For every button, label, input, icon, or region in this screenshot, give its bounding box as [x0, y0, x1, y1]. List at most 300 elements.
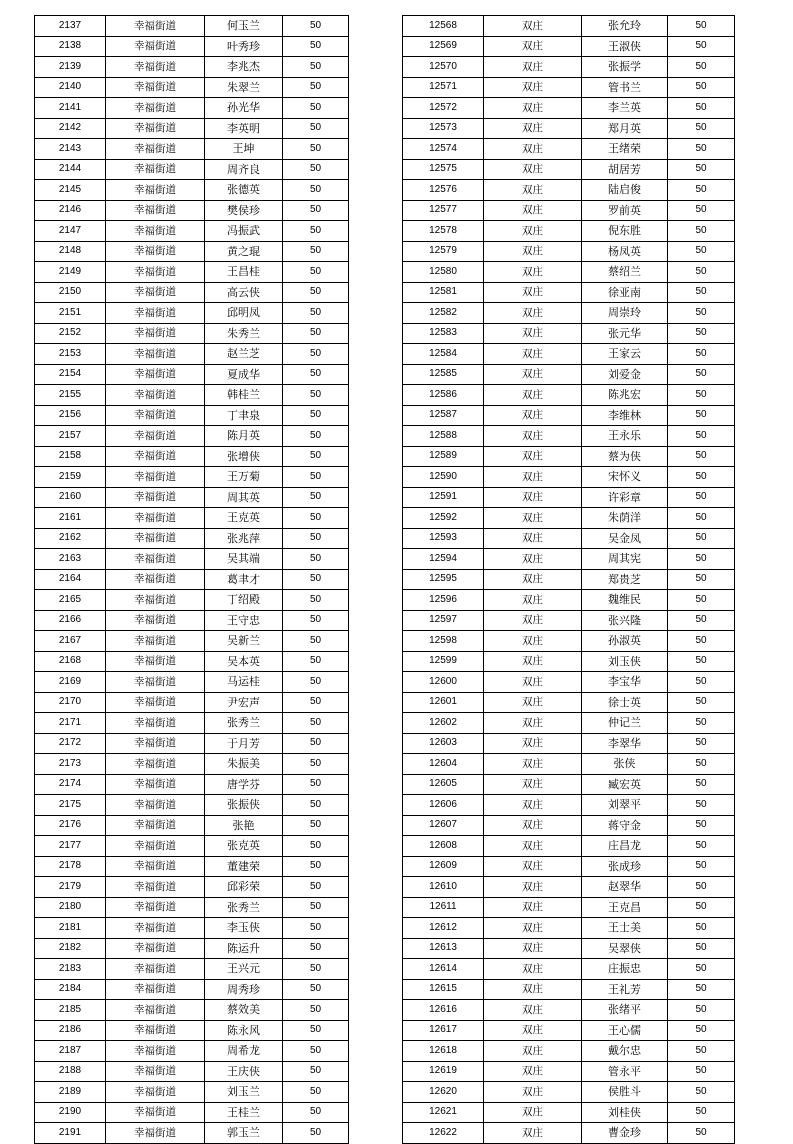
district-cell: 幸福街道	[106, 897, 205, 918]
amount-cell: 50	[668, 487, 735, 508]
table-row	[35, 815, 349, 836]
amount-cell: 50	[283, 754, 349, 775]
amount-cell: 50	[668, 938, 735, 959]
person-name-cell: 王心儒	[582, 1020, 668, 1041]
district-cell: 幸福街道	[106, 938, 205, 959]
record-number-cell: 12607	[403, 815, 484, 836]
district-cell: 幸福街道	[106, 651, 205, 672]
amount-cell: 50	[668, 385, 735, 406]
district-cell: 双庄	[484, 754, 582, 775]
record-number-cell: 12589	[403, 446, 484, 467]
person-name-cell: 许彩章	[582, 487, 668, 508]
table-row	[403, 16, 735, 37]
person-name-cell: 臧宏英	[582, 774, 668, 795]
table-row	[403, 918, 735, 939]
person-name-cell: 郭玉兰	[205, 1123, 283, 1144]
table-row	[403, 1000, 735, 1021]
district-cell: 双庄	[484, 221, 582, 242]
record-number-cell: 2167	[35, 631, 106, 652]
record-number-cell: 2184	[35, 979, 106, 1000]
amount-cell: 50	[283, 795, 349, 816]
district-cell: 双庄	[484, 569, 582, 590]
table-row	[403, 508, 735, 529]
district-cell: 幸福街道	[106, 1061, 205, 1082]
table-row	[403, 118, 735, 139]
record-number-cell: 12590	[403, 467, 484, 488]
record-number-cell: 12597	[403, 610, 484, 631]
record-number-cell: 2171	[35, 713, 106, 734]
table-row	[35, 118, 349, 139]
table-row	[35, 836, 349, 857]
person-name-cell: 周希龙	[205, 1041, 283, 1062]
district-cell: 幸福街道	[106, 672, 205, 693]
amount-cell: 50	[668, 549, 735, 570]
district-cell: 双庄	[484, 467, 582, 488]
amount-cell: 50	[668, 795, 735, 816]
amount-cell: 50	[283, 1123, 349, 1144]
amount-cell: 50	[283, 36, 349, 57]
person-name-cell: 马运桂	[205, 672, 283, 693]
record-number-cell: 2173	[35, 754, 106, 775]
district-cell: 幸福街道	[106, 1123, 205, 1144]
person-name-cell: 庄昌龙	[582, 836, 668, 857]
person-name-cell: 张成珍	[582, 856, 668, 877]
amount-cell: 50	[668, 713, 735, 734]
person-name-cell: 张允玲	[582, 16, 668, 37]
person-name-cell: 罗前英	[582, 200, 668, 221]
person-name-cell: 樊侯珍	[205, 200, 283, 221]
amount-cell: 50	[668, 1000, 735, 1021]
district-cell: 双庄	[484, 405, 582, 426]
person-name-cell: 李宝华	[582, 672, 668, 693]
record-number-cell: 2140	[35, 77, 106, 98]
person-name-cell: 李维林	[582, 405, 668, 426]
amount-cell: 50	[668, 672, 735, 693]
record-number-cell: 2146	[35, 200, 106, 221]
person-name-cell: 朱荫洋	[582, 508, 668, 529]
person-name-cell: 张秀兰	[205, 897, 283, 918]
record-number-cell: 2160	[35, 487, 106, 508]
person-name-cell: 张侠	[582, 754, 668, 775]
person-name-cell: 唐学芬	[205, 774, 283, 795]
person-name-cell: 陈永风	[205, 1020, 283, 1041]
table-row	[403, 323, 735, 344]
record-number-cell: 2175	[35, 795, 106, 816]
district-cell: 双庄	[484, 57, 582, 78]
amount-cell: 50	[283, 651, 349, 672]
record-number-cell: 2168	[35, 651, 106, 672]
amount-cell: 50	[283, 159, 349, 180]
table-row	[403, 385, 735, 406]
person-name-cell: 孙淑英	[582, 631, 668, 652]
record-number-cell: 12573	[403, 118, 484, 139]
district-cell: 双庄	[484, 77, 582, 98]
record-number-cell: 2187	[35, 1041, 106, 1062]
district-cell: 幸福街道	[106, 713, 205, 734]
table-row	[403, 180, 735, 201]
table-row	[35, 651, 349, 672]
person-name-cell: 吴本英	[205, 651, 283, 672]
district-cell: 幸福街道	[106, 754, 205, 775]
district-cell: 双庄	[484, 1041, 582, 1062]
table-row	[35, 446, 349, 467]
person-name-cell: 曹金珍	[582, 1123, 668, 1144]
amount-cell: 50	[283, 877, 349, 898]
table-row	[35, 774, 349, 795]
table-row	[35, 1000, 349, 1021]
district-cell: 幸福街道	[106, 344, 205, 365]
district-cell: 双庄	[484, 426, 582, 447]
district-cell: 幸福街道	[106, 774, 205, 795]
record-number-cell: 12605	[403, 774, 484, 795]
district-cell: 双庄	[484, 713, 582, 734]
district-cell: 双庄	[484, 1020, 582, 1041]
district-cell: 双庄	[484, 241, 582, 262]
record-number-cell: 12598	[403, 631, 484, 652]
record-number-cell: 12604	[403, 754, 484, 775]
record-number-cell: 12583	[403, 323, 484, 344]
amount-cell: 50	[283, 918, 349, 939]
record-number-cell: 12611	[403, 897, 484, 918]
record-number-cell: 12614	[403, 959, 484, 980]
amount-cell: 50	[668, 262, 735, 283]
person-name-cell: 葛聿才	[205, 569, 283, 590]
person-name-cell: 胡居芳	[582, 159, 668, 180]
amount-cell: 50	[668, 754, 735, 775]
district-cell: 幸福街道	[106, 549, 205, 570]
district-cell: 幸福街道	[106, 733, 205, 754]
person-name-cell: 郑贵芝	[582, 569, 668, 590]
amount-cell: 50	[668, 426, 735, 447]
person-name-cell: 杨凤英	[582, 241, 668, 262]
table-row	[35, 1082, 349, 1103]
record-number-cell: 2189	[35, 1082, 106, 1103]
person-name-cell: 李英明	[205, 118, 283, 139]
record-number-cell: 2180	[35, 897, 106, 918]
amount-cell: 50	[283, 610, 349, 631]
record-number-cell: 12575	[403, 159, 484, 180]
person-name-cell: 王昌桂	[205, 262, 283, 283]
district-cell: 双庄	[484, 36, 582, 57]
district-cell: 双庄	[484, 610, 582, 631]
record-number-cell: 12622	[403, 1123, 484, 1144]
table-row	[403, 1123, 735, 1144]
district-cell: 幸福街道	[106, 692, 205, 713]
record-number-cell: 2182	[35, 938, 106, 959]
record-number-cell: 12618	[403, 1041, 484, 1062]
record-number-cell: 12606	[403, 795, 484, 816]
person-name-cell: 吴金凤	[582, 528, 668, 549]
record-number-cell: 2172	[35, 733, 106, 754]
record-number-cell: 12577	[403, 200, 484, 221]
district-cell: 双庄	[484, 344, 582, 365]
table-row	[403, 651, 735, 672]
table-row	[35, 610, 349, 631]
person-name-cell: 管永平	[582, 1061, 668, 1082]
person-name-cell: 王永乐	[582, 426, 668, 447]
district-cell: 双庄	[484, 979, 582, 1000]
person-name-cell: 王绪荣	[582, 139, 668, 160]
person-name-cell: 徐士英	[582, 692, 668, 713]
record-number-cell: 12600	[403, 672, 484, 693]
person-name-cell: 王克昌	[582, 897, 668, 918]
table-row	[403, 774, 735, 795]
person-name-cell: 蒋守金	[582, 815, 668, 836]
record-number-cell: 2181	[35, 918, 106, 939]
district-cell: 幸福街道	[106, 959, 205, 980]
amount-cell: 50	[668, 200, 735, 221]
left-roster-table	[34, 15, 349, 1144]
record-number-cell: 12569	[403, 36, 484, 57]
table-row	[35, 938, 349, 959]
amount-cell: 50	[283, 569, 349, 590]
amount-cell: 50	[668, 77, 735, 98]
table-row	[403, 959, 735, 980]
district-cell: 双庄	[484, 733, 582, 754]
district-cell: 幸福街道	[106, 221, 205, 242]
record-number-cell: 2164	[35, 569, 106, 590]
district-cell: 双庄	[484, 159, 582, 180]
district-cell: 幸福街道	[106, 200, 205, 221]
person-name-cell: 李兆杰	[205, 57, 283, 78]
person-name-cell: 董建荣	[205, 856, 283, 877]
person-name-cell: 于月芳	[205, 733, 283, 754]
record-number-cell: 2188	[35, 1061, 106, 1082]
table-row	[403, 1102, 735, 1123]
table-row	[35, 200, 349, 221]
record-number-cell: 2169	[35, 672, 106, 693]
amount-cell: 50	[283, 1082, 349, 1103]
person-name-cell: 高云侠	[205, 282, 283, 303]
record-number-cell: 2159	[35, 467, 106, 488]
person-name-cell: 赵兰芝	[205, 344, 283, 365]
table-row	[35, 426, 349, 447]
table-row	[35, 692, 349, 713]
table-row	[403, 528, 735, 549]
record-number-cell: 12601	[403, 692, 484, 713]
table-row	[35, 590, 349, 611]
table-row	[35, 282, 349, 303]
person-name-cell: 王庆侠	[205, 1061, 283, 1082]
amount-cell: 50	[668, 528, 735, 549]
table-row	[35, 364, 349, 385]
amount-cell: 50	[283, 180, 349, 201]
record-number-cell: 12616	[403, 1000, 484, 1021]
amount-cell: 50	[668, 405, 735, 426]
record-number-cell: 12594	[403, 549, 484, 570]
record-number-cell: 12608	[403, 836, 484, 857]
record-number-cell: 2141	[35, 98, 106, 119]
district-cell: 幸福街道	[106, 36, 205, 57]
district-cell: 双庄	[484, 262, 582, 283]
district-cell: 幸福街道	[106, 467, 205, 488]
table-row	[35, 385, 349, 406]
district-cell: 幸福街道	[106, 57, 205, 78]
amount-cell: 50	[283, 549, 349, 570]
district-cell: 双庄	[484, 795, 582, 816]
district-cell: 幸福街道	[106, 1020, 205, 1041]
district-cell: 幸福街道	[106, 262, 205, 283]
person-name-cell: 何玉兰	[205, 16, 283, 37]
record-number-cell: 12576	[403, 180, 484, 201]
district-cell: 双庄	[484, 1102, 582, 1123]
record-number-cell: 12572	[403, 98, 484, 119]
district-cell: 幸福街道	[106, 795, 205, 816]
amount-cell: 50	[283, 856, 349, 877]
table-row	[403, 282, 735, 303]
record-number-cell: 2152	[35, 323, 106, 344]
table-row	[35, 549, 349, 570]
person-name-cell: 刘爱金	[582, 364, 668, 385]
person-name-cell: 张绪平	[582, 1000, 668, 1021]
amount-cell: 50	[283, 590, 349, 611]
table-row	[35, 57, 349, 78]
district-cell: 双庄	[484, 200, 582, 221]
amount-cell: 50	[668, 159, 735, 180]
district-cell: 幸福街道	[106, 877, 205, 898]
amount-cell: 50	[668, 98, 735, 119]
record-number-cell: 2142	[35, 118, 106, 139]
district-cell: 双庄	[484, 385, 582, 406]
record-number-cell: 2186	[35, 1020, 106, 1041]
table-row	[35, 77, 349, 98]
person-name-cell: 王桂兰	[205, 1102, 283, 1123]
record-number-cell: 12619	[403, 1061, 484, 1082]
amount-cell: 50	[283, 139, 349, 160]
record-number-cell: 2158	[35, 446, 106, 467]
person-name-cell: 邱彩荣	[205, 877, 283, 898]
person-name-cell: 邱明凤	[205, 303, 283, 324]
person-name-cell: 孙光华	[205, 98, 283, 119]
person-name-cell: 吴新兰	[205, 631, 283, 652]
record-number-cell: 12574	[403, 139, 484, 160]
record-number-cell: 12588	[403, 426, 484, 447]
record-number-cell: 12570	[403, 57, 484, 78]
amount-cell: 50	[283, 1061, 349, 1082]
amount-cell: 50	[668, 241, 735, 262]
record-number-cell: 12609	[403, 856, 484, 877]
person-name-cell: 周崇玲	[582, 303, 668, 324]
person-name-cell: 刘玉兰	[205, 1082, 283, 1103]
table-row	[403, 938, 735, 959]
table-row	[403, 713, 735, 734]
amount-cell: 50	[668, 282, 735, 303]
amount-cell: 50	[668, 344, 735, 365]
record-number-cell: 2157	[35, 426, 106, 447]
person-name-cell: 王万菊	[205, 467, 283, 488]
record-number-cell: 12599	[403, 651, 484, 672]
amount-cell: 50	[283, 815, 349, 836]
table-row	[35, 918, 349, 939]
amount-cell: 50	[668, 364, 735, 385]
person-name-cell: 王兴元	[205, 959, 283, 980]
district-cell: 双庄	[484, 856, 582, 877]
record-number-cell: 2154	[35, 364, 106, 385]
table-row	[35, 159, 349, 180]
amount-cell: 50	[283, 344, 349, 365]
district-cell: 双庄	[484, 959, 582, 980]
amount-cell: 50	[283, 303, 349, 324]
person-name-cell: 张秀兰	[205, 713, 283, 734]
district-cell: 幸福街道	[106, 77, 205, 98]
amount-cell: 50	[668, 139, 735, 160]
table-row	[403, 610, 735, 631]
person-name-cell: 尹宏声	[205, 692, 283, 713]
right-roster-table	[402, 15, 735, 1144]
district-cell: 幸福街道	[106, 159, 205, 180]
table-row	[35, 733, 349, 754]
district-cell: 双庄	[484, 98, 582, 119]
table-row	[403, 36, 735, 57]
amount-cell: 50	[668, 815, 735, 836]
table-row	[35, 467, 349, 488]
district-cell: 双庄	[484, 446, 582, 467]
amount-cell: 50	[283, 528, 349, 549]
district-cell: 双庄	[484, 364, 582, 385]
record-number-cell: 2166	[35, 610, 106, 631]
amount-cell: 50	[668, 979, 735, 1000]
person-name-cell: 李玉侠	[205, 918, 283, 939]
record-number-cell: 2155	[35, 385, 106, 406]
table-row	[403, 1061, 735, 1082]
record-number-cell: 12592	[403, 508, 484, 529]
amount-cell: 50	[668, 16, 735, 37]
table-row	[403, 159, 735, 180]
district-cell: 双庄	[484, 118, 582, 139]
amount-cell: 50	[668, 918, 735, 939]
record-number-cell: 2162	[35, 528, 106, 549]
person-name-cell: 周其宪	[582, 549, 668, 570]
table-row	[403, 200, 735, 221]
person-name-cell: 张艳	[205, 815, 283, 836]
amount-cell: 50	[668, 959, 735, 980]
table-row	[35, 508, 349, 529]
record-number-cell: 12586	[403, 385, 484, 406]
district-cell: 幸福街道	[106, 979, 205, 1000]
district-cell: 双庄	[484, 590, 582, 611]
person-name-cell: 徐亚南	[582, 282, 668, 303]
record-number-cell: 2143	[35, 139, 106, 160]
table-row	[403, 487, 735, 508]
person-name-cell: 陆启俊	[582, 180, 668, 201]
district-cell: 幸福街道	[106, 385, 205, 406]
amount-cell: 50	[668, 303, 735, 324]
record-number-cell: 2145	[35, 180, 106, 201]
amount-cell: 50	[668, 856, 735, 877]
table-row	[403, 979, 735, 1000]
amount-cell: 50	[283, 692, 349, 713]
district-cell: 幸福街道	[106, 590, 205, 611]
district-cell: 幸福街道	[106, 241, 205, 262]
district-cell: 双庄	[484, 1082, 582, 1103]
table-row	[35, 98, 349, 119]
table-row	[35, 139, 349, 160]
district-cell: 双庄	[484, 1000, 582, 1021]
amount-cell: 50	[668, 836, 735, 857]
amount-cell: 50	[283, 836, 349, 857]
district-cell: 幸福街道	[106, 16, 205, 37]
record-number-cell: 2177	[35, 836, 106, 857]
person-name-cell: 魏维民	[582, 590, 668, 611]
amount-cell: 50	[283, 118, 349, 139]
district-cell: 双庄	[484, 877, 582, 898]
record-number-cell: 12579	[403, 241, 484, 262]
table-row	[35, 979, 349, 1000]
district-cell: 双庄	[484, 16, 582, 37]
table-row	[403, 446, 735, 467]
record-number-cell: 2178	[35, 856, 106, 877]
district-cell: 双庄	[484, 938, 582, 959]
